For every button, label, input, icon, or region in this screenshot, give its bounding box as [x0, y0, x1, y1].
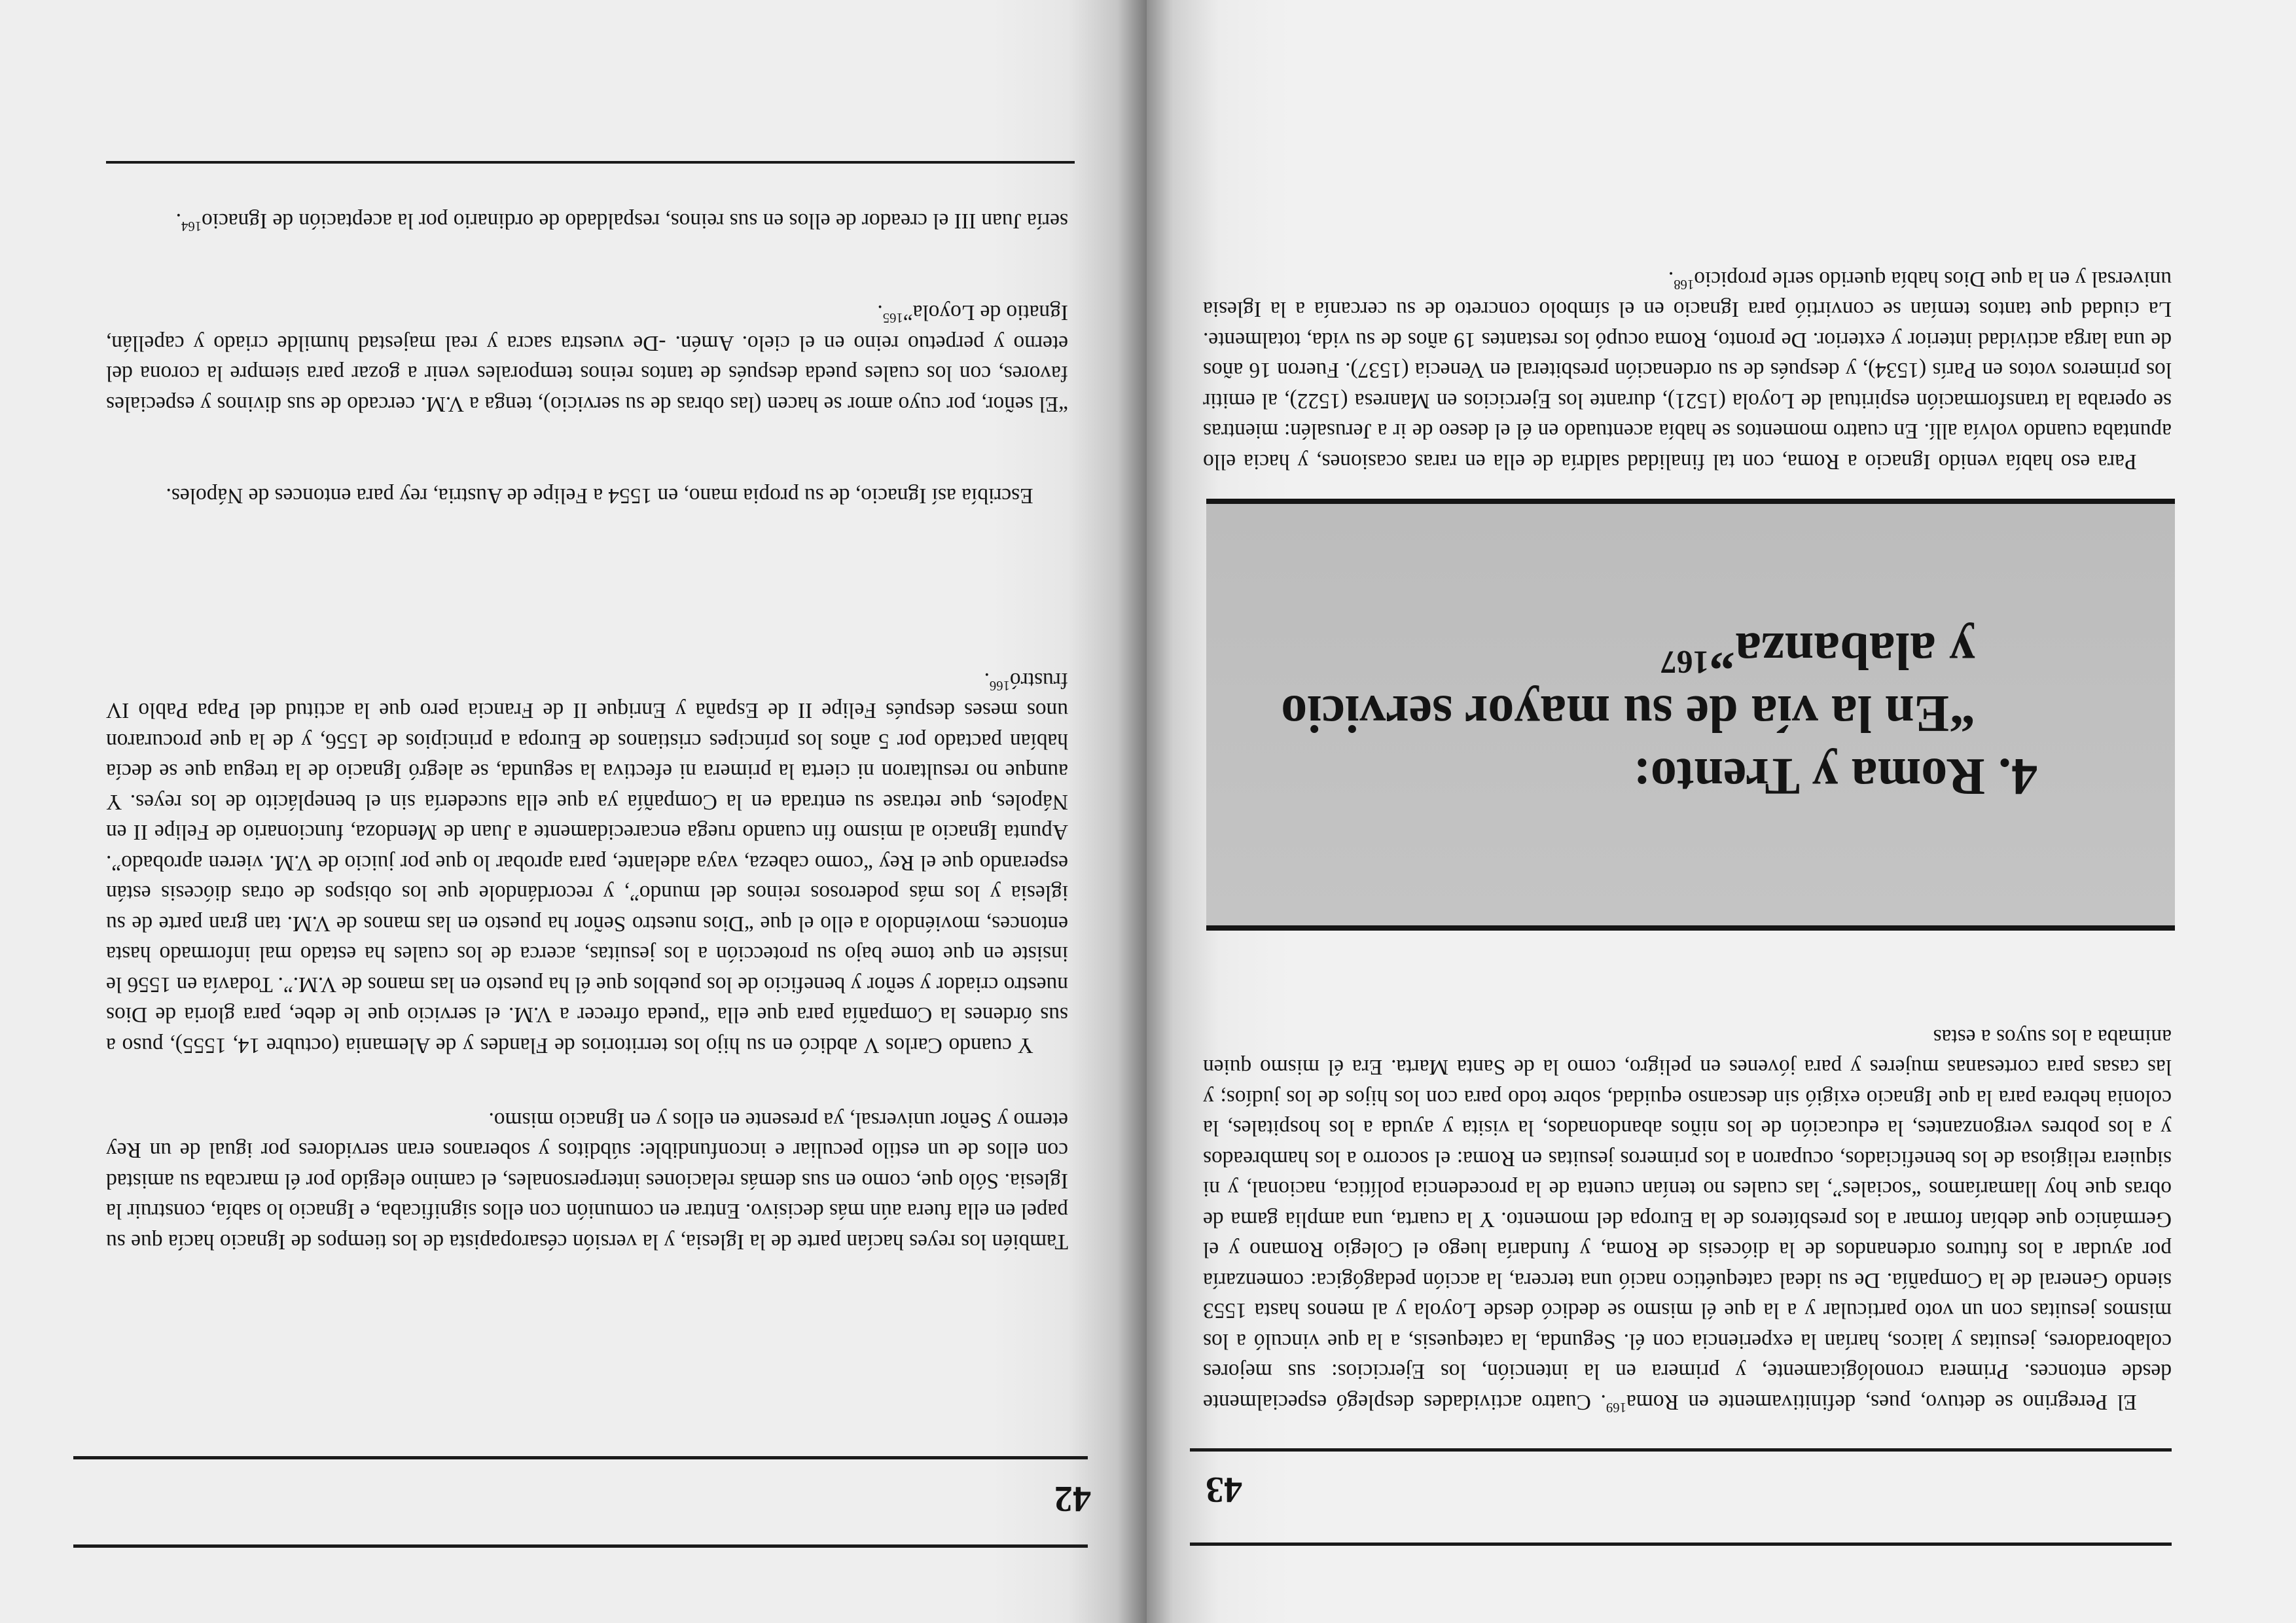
right-page-body	[106, 480, 1068, 511]
right-page-body	[106, 1105, 1068, 1257]
paragraph: Y cuando Carlos V abdicó en su hijo los territorios de Flandes y de Alemania (octubre 14, 1555), puso a sus órdenes la Compañía para que ella “pueda ofrecer a V.M. el servicio que le debe, para gloria de Dios nuestro criador y señor y beneficio de los pueblos que él ha puesto en las manos de V.M.”. Todavía en 1556 le insiste en que tome bajo su protección a los jesuitas, acerca de los cuales ha estado mal informado hasta entonces, moviéndolo a ello el que “Dios nuestro Señor ha puesto en las manos de V.M. tan gran parte de su iglesia y los más poderosos reinos del mundo”, y recordándole que los obispos de otras diócesis están esperando que el Rey “como cabeza, vaya adelante, para aprobar lo que por juicio de V.M. vieren aprobado”. Apunta Ignacio al mismo fin cuando ruega encarecidamente a Juan de Mendoza, funcionario de Felipe II en Nápoles, que retrase su entrada en la Compañía ya que ella sucedería sin el beneplácito de los reyes. Y aunque no resultaron ni cierta la primera ni efectiva la segunda, se alegró Ignacio de la tregua que se decía habían pactado por 5 años los príncipes cristianos de Europa a principios de 1556, y de la que procuraron unos meses después Felipe II de España y Enrique II de Francia pero que la actitud del Papa Pablo IV frustró$^{166}$.	[106, 668, 1068, 1058]
paragraph: También los reyes hacían parte de la Iglesia, y la versión césaropapista de los tiempos de Ignacio hacía que su papel en ella fuera aún más decisivo. Entrar en comunión con ellos significaba, e Ignacio lo sabía, construir la Iglesia. Sólo que, como en sus demás relaciones interpersonales, el camino elegido por él marcaba su amistad con ellos de un estilo peculiar e inconfundible: súbditos y soberanos eran servidores por igual de un Rey eterno y Señor universal, ya presente en ellos y en Ignacio mismo.	[106, 1108, 1068, 1254]
header-rule	[1190, 1448, 2172, 1452]
right-page-body	[106, 205, 1068, 236]
right-page-body	[106, 665, 1068, 1061]
left-page-body-bottom	[1203, 1022, 2172, 1418]
chapter-subtitle: “En la vía de su mayor servicio	[1281, 685, 1975, 742]
chapter-subtitle: y alabanza”$^{167}$	[1660, 622, 1975, 681]
right-page	[0, 0, 1147, 1623]
left-page-body-top	[1203, 264, 2172, 477]
footnote-ref: 166	[989, 678, 1010, 693]
chapter-title	[1265, 619, 2037, 808]
header-rule	[1190, 1543, 2172, 1546]
header-rule	[73, 1544, 1088, 1548]
footnote-ref: 168	[1674, 277, 1695, 292]
header-rule	[73, 1456, 1088, 1459]
page-number: 43	[1206, 1469, 1242, 1510]
chapter-number-title: 4. Roma y Trento:	[1633, 747, 2037, 805]
paragraph: Para eso había venido Ignacio a Roma, con tal finalidad saldría de ella en raras ocasiones, y hacia ello apuntaba cuando volvía allí. En cuatro momentos se había acentuado en él el deseo de ir a Jerusalén: mientras se operaba la transformación espiritual de Loyola (1521), durante los Ejercicios en Manresa (1522), al emitir los primeros votos en París (1534), y después de su ordenación presbiteral en Venecia (1537). Fueron 16 años de una larga actividad interior y exterior. De pronto, Roma ocupó los restantes 19 años de su vida, totalmente. La ciudad que tantos temían se convirtió para Ignacio en el símbolo concreto de su cercanía a la Iglesia universal y en la que Dios había querido serle propicio$^{168}$.	[1203, 267, 2172, 474]
footnote-ref: 165	[882, 310, 903, 325]
footnote-ref: 167	[1660, 644, 1710, 681]
page-number: 42	[1054, 1478, 1091, 1519]
footnote-ref: 169	[1605, 1400, 1626, 1415]
paragraph: Escribía así Ignacio, de su propia mano, en 1554 a Felipe de Austria, rey para entonces de Nápoles.	[166, 484, 1033, 508]
chapter-heading-box	[1206, 499, 2175, 931]
paragraph: El Peregrino se detuvo, pues, definitivamente en Roma$^{169}$. Cuatro actividades desplegó especialmente desde entonces. Primera cronológicamente, y primera en la intención, los Ejercicios: sus mejores colaboradores, jesuitas y laicos, harían la experiencia con él. Segunda, la catequesis, a la que vinculó a los mismos jesuitas con un voto particular y a la que él mismo se dedicó desde Loyola y al menos hasta 1553 siendo General de la Compañía. De su ideal catequético nació una tercera, la acción pedagógica: comenzaría por ayudar a los futuros ordenandos de la diócesis de Roma, y fundaría luego el Colegio Romano y el Germánico que debían formar a los presbíteros de la Europa del momento. Y la cuarta, una amplia gama de obras que hoy llamaríamos “sociales”, las cuales no tenían cuenta de la procedencia política, nacional, y ni siquiera religiosa de los beneficiados, ocuparon a los primeros jesuitas en Roma: el socorro a los hambreados y a los pobres vergonzantes, la educación de los niños abandonados, la visita y ayuda a los hospitales, la colonia hebrea para la que Ignacio exigió sin descanso equidad, sobre todo para con los hijos de los judíos; y las casas para cortesanas mujeres y para jóvenes en peligro, como la de Santa Marta. Era él mismo quien animaba a los suyos a estas	[1203, 1025, 2172, 1415]
paragraph: sería Juan III el creador de ellos en sus reinos, respaldado de ordinario por la aceptación de Ignacio$^{164}$.	[175, 209, 1068, 234]
footnote-ref: 164	[181, 219, 202, 234]
left-page	[1147, 0, 2296, 1623]
bottom-rule	[106, 161, 1075, 164]
right-page-quote	[106, 297, 1068, 419]
block-quote: “El señor, por cuyo amor se hacen (las obras de su servicio), tenga a V.M. cercado de sus divinos y especiales favores, con los cuales pueda después de tantos reinos temporales venir a gozar para siempre la corona del eterno y perpetuo reino en el cielo. Amén. -De vuestra sacra y real majestad humilde criado y capellán, Ignatio de Loyola”$^{165}$.	[106, 300, 1068, 416]
